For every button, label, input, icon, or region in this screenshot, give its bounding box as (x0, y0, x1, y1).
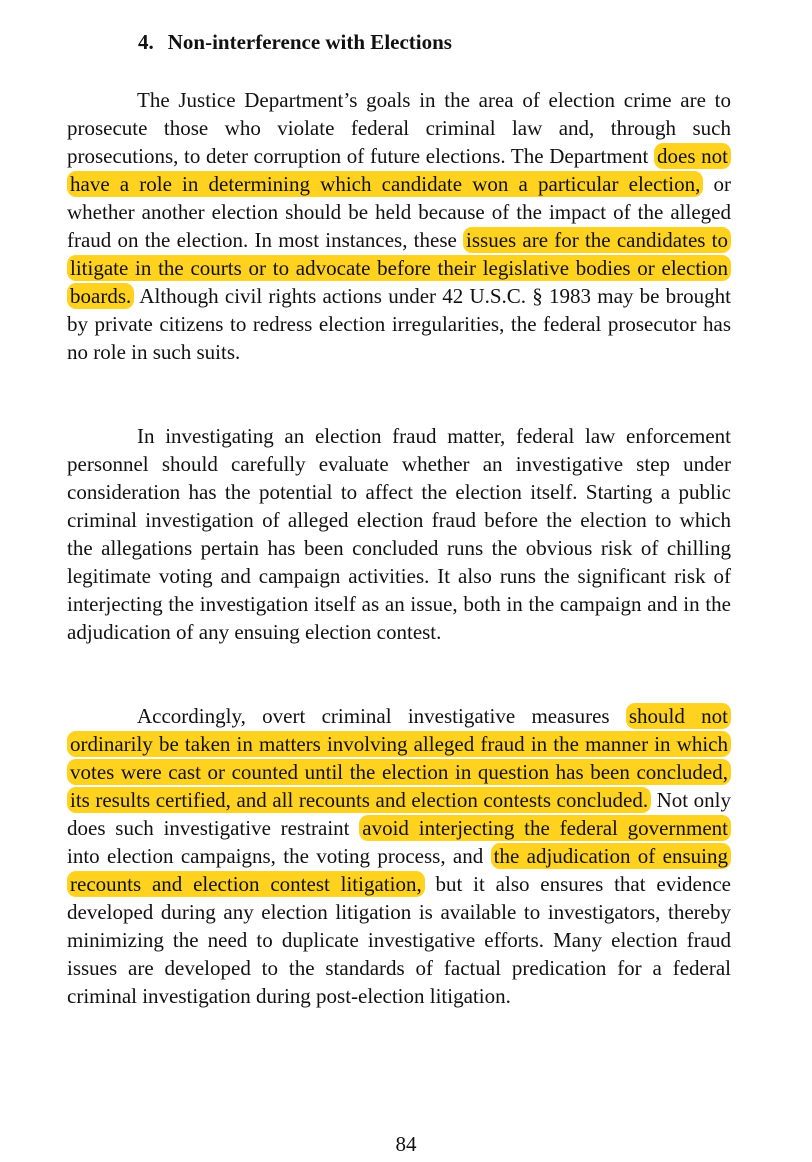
paragraph-1 (67, 86, 731, 366)
highlighted-text: avoid interjecting the federal government (359, 815, 731, 841)
highlighted-text: should not ordinarily be taken in matters involving alleged fraud in the manner in which votes were cast or counted until the election in question has been concluded, its results certified, and all recounts and election contests concluded. (67, 703, 731, 813)
section-title: Non-interference with Elections (167, 30, 452, 54)
text-segment: into election campaigns, the voting process, and (67, 844, 491, 868)
text-segment: In investigating an election fraud matter, federal law enforcement personnel should carefully evaluate whether an investigative step under consideration has the potential to affect the election itself. Starting a public criminal investigation of alleged election fraud before the election to which the allegations pertain has been concluded runs the obvious risk of chilling legitimate voting and campaign activities. It also runs the significant risk of interjecting the investigation itself as an issue, both in the campaign and in the adjudication of any ensuing election contest. (67, 424, 731, 644)
text-segment: or whether another election should be held because of the impact of the alleged fraud on the election. In most instances, these (67, 172, 731, 252)
highlighted-text: the adjudication of ensuing recounts and election contest litigation, (67, 843, 731, 897)
section-heading (138, 28, 452, 56)
page-number: 84 (395, 1132, 417, 1156)
text-segment: The Justice Department’s goals in the area of election crime are to prosecute those who violate federal criminal law and, through such prosecutions, to deter corruption of future elections. The Department (67, 88, 731, 168)
text-segment: but it also ensures that evidence developed during any election litigation is available to investigators, thereby minimizing the need to duplicate investigative efforts. Many election fraud issues are developed to the standards of factual predication for a federal criminal investigation during post-election litigation. (67, 872, 731, 1008)
highlighted-text: does not have a role in determining which candidate won a particular election, (67, 143, 731, 197)
section-number: 4. (138, 30, 154, 54)
paragraph-2 (67, 422, 731, 646)
paragraph-3 (67, 702, 731, 1010)
text-segment: Accordingly, overt criminal investigative measures (137, 704, 626, 728)
highlighted-text: issues are for the candidates to litigate in the courts or to advocate before their legislative bodies or election boards. (67, 227, 731, 309)
text-segment: Although civil rights actions under 42 U.S.C. § 1983 may be brought by private citizens to redress election irregularities, the federal prosecutor has no role in such suits. (67, 284, 731, 364)
text-segment: Not only does such investigative restraint (67, 788, 731, 840)
